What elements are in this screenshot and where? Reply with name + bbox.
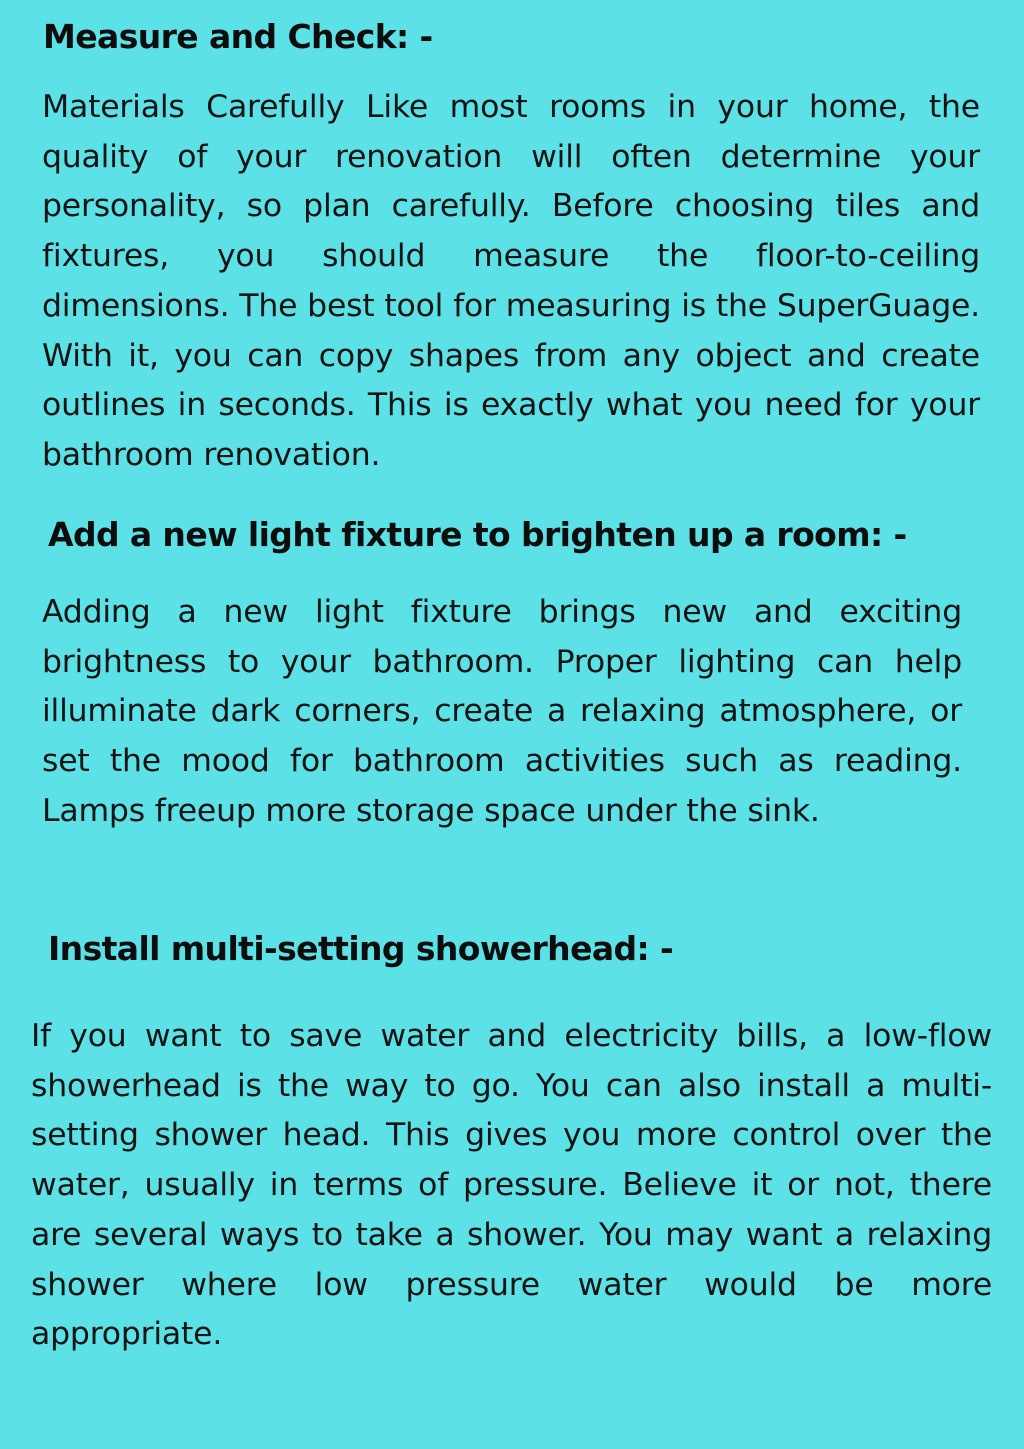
section-body-light-fixture: Adding a new light fixture brings new and exciting brightness to your bathroom. Proper lighting can help illuminate dark corners, create a relaxing atmosphere, or set the mood for bathroom activities such as reading. Lamps freeup more storage space under the sink. [42,594,962,829]
section-body-showerhead: If you want to save water and electricity bills, a low-flow showerhead is the way to go. You can also install a multi-setting shower head. This gives you more control over the water, usually in terms of pressure. Believe it or not, there are several ways to take a shower. You may want a relaxing shower where low pressure water would be more appropriate. [31,1018,992,1353]
section-heading-measure-and-check: Measure and Check: - [43,17,433,56]
section-body-measure-and-check: Materials Carefully Like most rooms in your home, the quality of your renovation will often determine your personality, so plan carefully. Before choosing tiles and fixtures, you should measure the floor-to-ceiling dimensions. The best tool for measuring is the SuperGuage. With it, you can copy shapes from any object and create outlines in seconds. This is exactly what you need for your bathroom renovation. [42,89,980,473]
section-heading-showerhead: Install multi-setting showerhead: - [48,929,674,968]
section-heading-light-fixture: Add a new light fixture to brighten up a room: - [48,515,907,554]
